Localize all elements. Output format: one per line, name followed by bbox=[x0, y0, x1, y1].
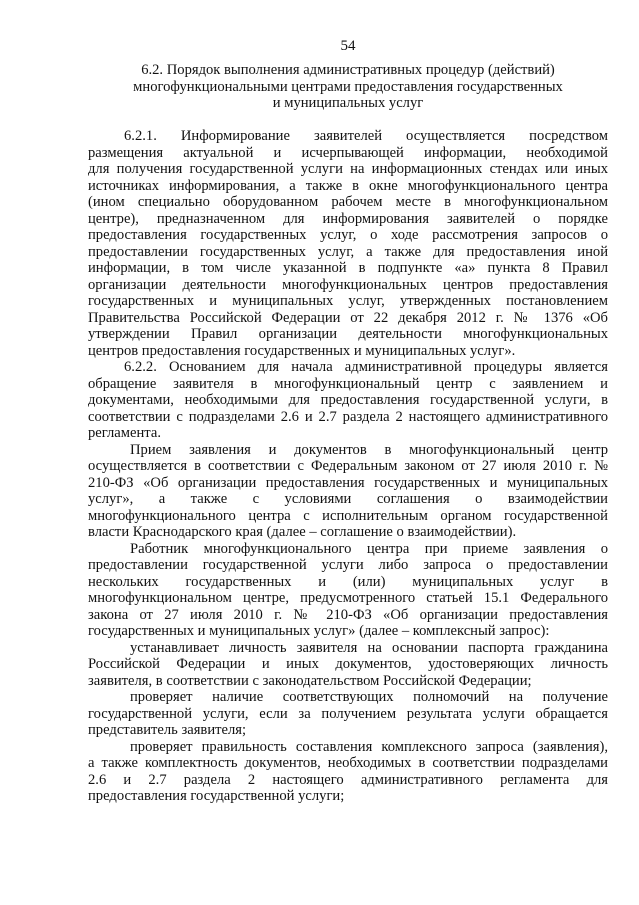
text-line: предоставлении государственной услуги либо запроса о предоставлении bbox=[88, 557, 608, 573]
text-line: многофункциональном центре, предусмотренного статьей 15.1 Федерального bbox=[88, 590, 608, 606]
text-line: предоставления государственных услуг, о ходе рассмотрения запросов о bbox=[88, 227, 608, 243]
heading-line: многофункциональными центрами предоставления государственных bbox=[133, 78, 563, 95]
text-line: для получения государственной услуги на информационных стендах или иных bbox=[88, 161, 608, 177]
text-line: предоставлении государственных услуг, а также для предоставления иной bbox=[88, 243, 608, 260]
section-heading bbox=[88, 62, 608, 112]
text-line: обращение заявителя в многофункциональный центр с заявлением и bbox=[88, 375, 608, 392]
paragraph bbox=[88, 640, 608, 690]
paragraph bbox=[88, 128, 608, 359]
paragraph bbox=[88, 689, 608, 739]
text-line: Работник многофункционального центра при приеме заявления о bbox=[130, 540, 608, 557]
text-line: проверяет правильность составления комплексного запроса (заявления), bbox=[130, 738, 608, 755]
text-line: источниках информирования, а также в окне многофункционального центра bbox=[88, 177, 608, 194]
text-line: власти Краснодарского края (далее – соглашение о взаимодействии). bbox=[88, 524, 517, 540]
page-number: 54 bbox=[340, 38, 356, 54]
text-line: государственных и муниципальных услуг» (далее – комплексный запрос): bbox=[88, 623, 550, 639]
text-line: Правительства Российской Федерации от 22 декабря 2012 г. № 1376 «Об bbox=[88, 309, 608, 326]
paragraph bbox=[88, 541, 608, 640]
text-line: нескольких государственных и (или) муниципальных услуг в bbox=[88, 573, 608, 590]
text-line: соответствии с подразделами 2.6 и 2.7 раздела 2 настоящего административного bbox=[88, 408, 608, 425]
text-line: осуществляется в соответствии с Федеральным законом от 27 июля 2010 г. № bbox=[88, 458, 608, 474]
text-line: (ином специально оборудованном рабочем месте в многофункциональном bbox=[88, 194, 608, 210]
paragraph bbox=[88, 359, 608, 442]
heading-line: 6.2. Порядок выполнения административных процедур (действий) bbox=[141, 62, 555, 78]
text-line: проверяет наличие соответствующих полномочий на получение bbox=[130, 689, 608, 705]
text-line: а также комплектность документов, необходимых в соответствии подразделами bbox=[88, 755, 608, 771]
text-line: услуг», а также с условиями соглашения о взаимодействии bbox=[88, 491, 608, 507]
document-page bbox=[88, 0, 608, 905]
heading-line: и муниципальных услуг bbox=[272, 95, 424, 111]
text-line: регламента. bbox=[88, 425, 161, 441]
text-line: представитель заявителя; bbox=[88, 722, 247, 738]
text-line: размещения актуальной и исчерпывающей информации, необходимой bbox=[88, 144, 608, 161]
text-line: 2.6 и 2.7 раздела 2 настоящего административного регламента для bbox=[88, 771, 608, 788]
paragraph bbox=[88, 442, 608, 541]
text-line: центров предоставления государственных и муниципальных услуг». bbox=[88, 342, 516, 359]
paragraph bbox=[88, 739, 608, 805]
document-body bbox=[88, 128, 608, 805]
text-line: устанавливает личность заявителя на основании паспорта гражданина bbox=[130, 639, 608, 656]
text-line: утверждении Правил организации деятельности многофункциональных bbox=[88, 326, 608, 342]
text-line: Российской Федерации и иных документов, удостоверяющих личность bbox=[88, 656, 608, 672]
text-line: 6.2.2. Основанием для начала административной процедуры является bbox=[124, 359, 608, 375]
text-line: 6.2.1. Информирование заявителей осуществляется посредством bbox=[124, 128, 608, 144]
text-line: документами, необходимыми для предоставления государственной услуги, в bbox=[88, 392, 608, 408]
text-line: заявителя, в соответствии с законодательством Российской Федерации; bbox=[88, 672, 532, 689]
text-line: государственных и муниципальных услуг, утвержденных постановлением bbox=[88, 293, 608, 309]
text-line: Прием заявления и документов в многофункциональный центр bbox=[130, 441, 608, 458]
text-line: 210-ФЗ «Об организации предоставления государственных и муниципальных bbox=[88, 474, 608, 491]
text-line: центре), предназначенном для информирования заявителей о порядке bbox=[88, 210, 608, 227]
text-line: закона от 27 июля 2010 г. № 210-ФЗ «Об организации предоставления bbox=[88, 606, 608, 623]
text-line: государственной услуги, если за получением результата услуги обращается bbox=[88, 705, 608, 722]
text-line: предоставления государственной услуги; bbox=[88, 788, 345, 804]
text-line: организации деятельности многофункциональных центров предоставления bbox=[88, 276, 608, 293]
text-line: информации, в том числе указанной в подпункте «а» пункта 8 Правил bbox=[88, 260, 608, 276]
text-line: многофункционального центра с исполнительным органом государственной bbox=[88, 507, 608, 524]
